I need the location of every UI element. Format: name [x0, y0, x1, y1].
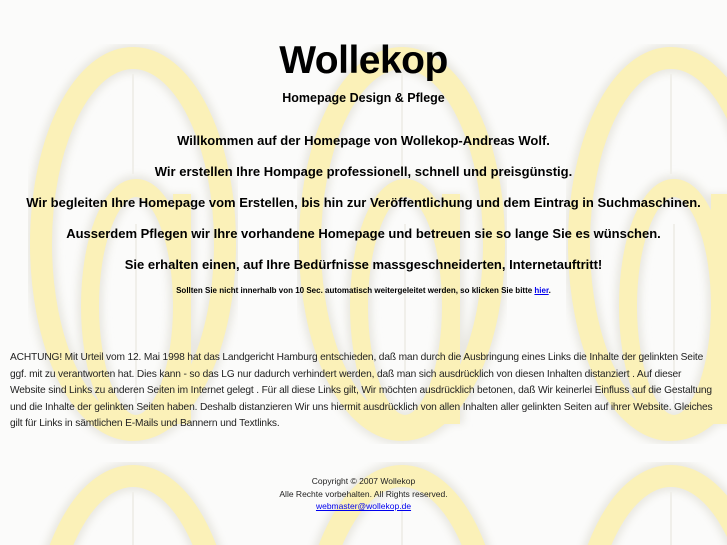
redirect-text: Sollten Sie nicht innerhalb von 10 Sec. automatisch weitergeleitet werden, so klicken Sie bitte	[176, 286, 535, 295]
legal-disclaimer: ACHTUNG! Mit Urteil vom 12. Mai 1998 hat das Landgericht Hamburg entschieden, daß man durch die Ausbringung eines Links die Inhalte der gelinkten Seite ggf. mit zu verantworten hat. Dies kann - so das LG nur dadurch verhindert werden, daß man sich ausdrücklich von diesen Inhalten distanziert . Auf dieser Website sind Links zu anderen Seiten im Internet gelegt . Für all diese Links gilt, Wir möchten ausdrücklich betonen, daß Wir keinerlei Einfluss auf die Gestaltung und die Inhalte der gelinkten Seiten haben. Deshalb distanzieren Wir uns hiermit ausdrücklich von allen Inhalten aller gelinkten Seiten auf ihrer Website. Gleiches gilt für Links in sämtlichen E-Mails und Bannern und Textlinks.	[10, 352, 713, 429]
site-title: Wollekop	[279, 39, 448, 82]
footer	[0, 475, 727, 513]
site-subtitle: Homepage Design & Pflege	[282, 91, 445, 105]
redirect-notice	[0, 286, 727, 295]
rights-text: Alle Rechte vorbehalten. All Rights reserved.	[279, 488, 448, 499]
redirect-text-end: .	[548, 286, 551, 295]
copyright-text: Copyright © 2007 Wollekop	[311, 476, 416, 486]
webmaster-email-link[interactable]: webmaster@wollekop.de	[315, 501, 412, 511]
redirect-here-link[interactable]: hier	[534, 286, 549, 295]
intro-line-support: Wir begleiten Ihre Homepage vom Erstellen, bis hin zur Veröffentlichung und dem Eintrag in Suchmaschinen.	[26, 195, 701, 210]
intro-line-maintain: Ausserdem Pflegen wir Ihre vorhandene Homepage und betreuen sie so lange Sie es wünschen.	[66, 226, 661, 241]
intro-line-create: Wir erstellen Ihre Hompage professionell, schnell und preisgünstig.	[154, 164, 573, 179]
welcome-line: Willkommen auf der Homepage von Wollekop-Andreas Wolf.	[177, 133, 550, 148]
intro-line-custom: Sie erhalten einen, auf Ihre Bedürfnisse massgeschneiderten, Internetauftritt!	[124, 257, 603, 272]
